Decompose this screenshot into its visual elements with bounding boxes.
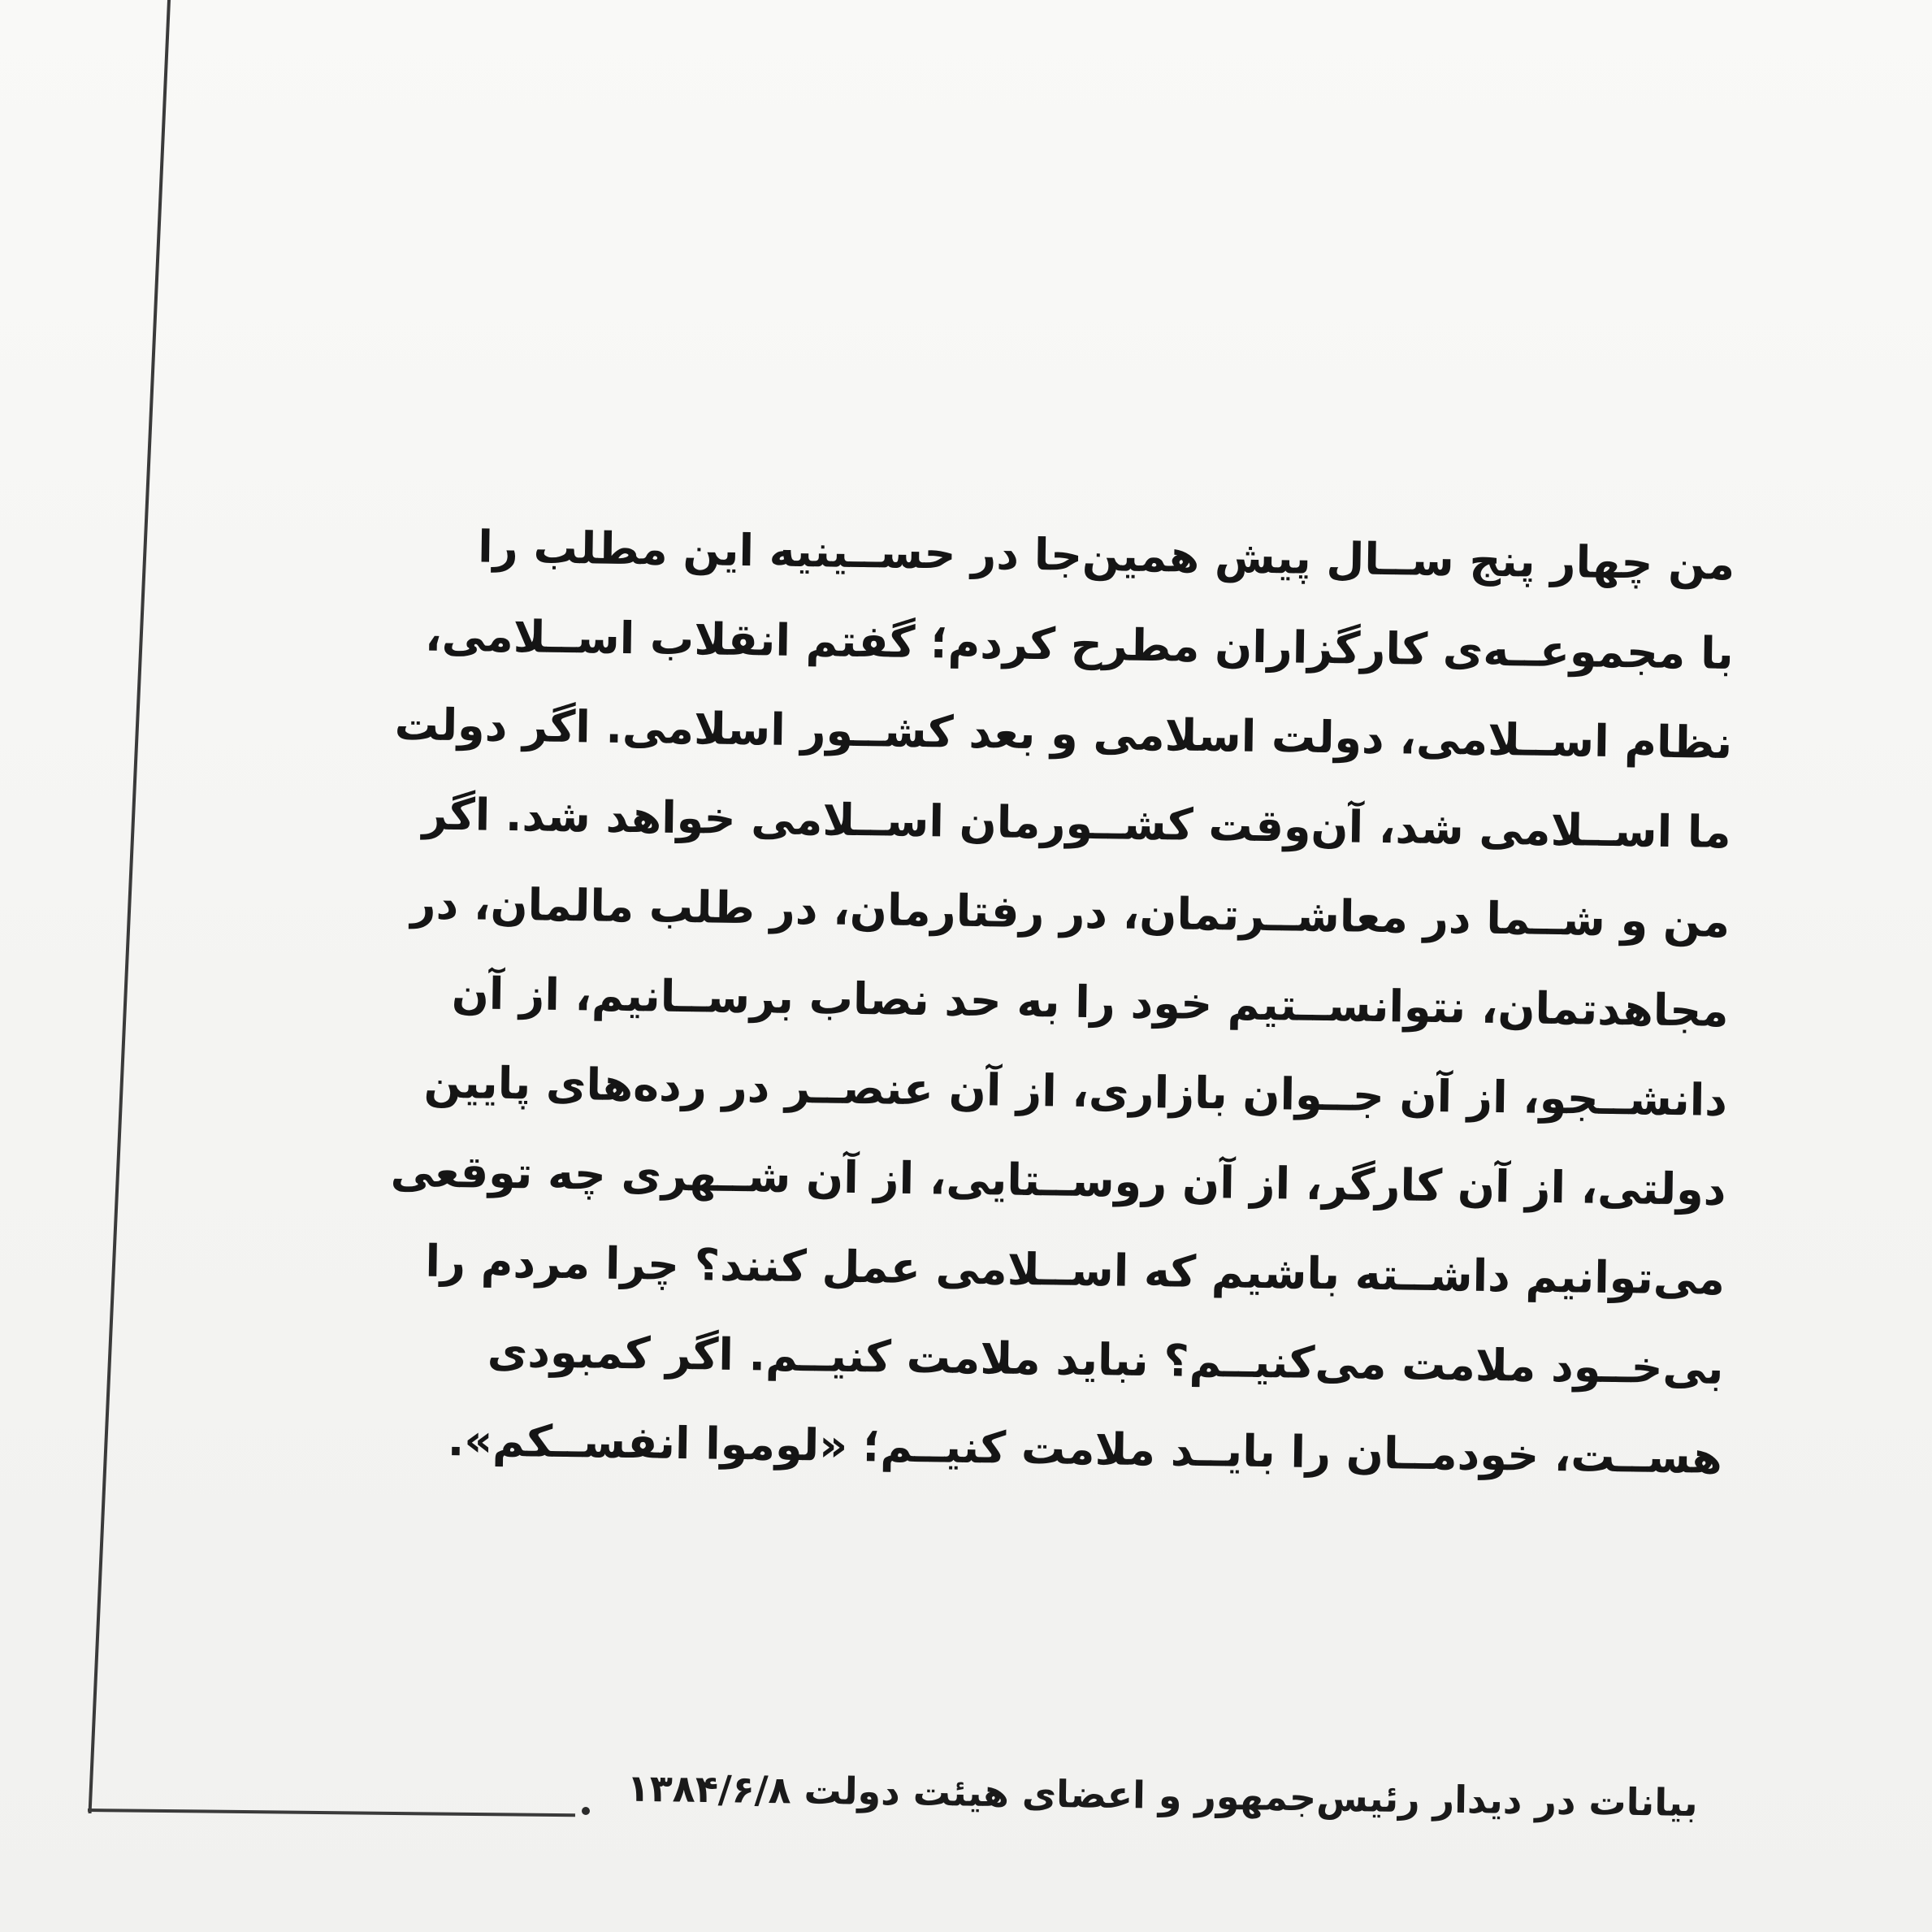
quote-paragraph <box>340 500 1735 1503</box>
paragraph-line: با مجموعــه‌ی کارگزاران مطرح کردم؛ گفتم انقلاب اســلامی، <box>424 609 1735 679</box>
paragraph-line: ما اســلامی شد، آن‌وقت کشــورمان اســلامی خواهد شد. اگر <box>422 788 1732 858</box>
paragraph-line: می‌توانیم داشــته باشیم که اســلامی عمل کنند؟ چرا مردم را <box>425 1235 1726 1305</box>
paragraph-line: مجاهدتمان، نتوانســتیم خود را به حد نصاب برســانیم، از آن <box>451 967 1729 1037</box>
paragraph-line: بی‌خــود ملامت می‌کنیــم؟ نباید ملامت کنیــم. اگر کمبودی <box>487 1325 1724 1394</box>
paragraph-line: من و شــما در معاشــرتمان، در رفتارمان، در طلب مالمان، در <box>410 877 1731 947</box>
paragraph-line: دولتی، از آن کارگر، از آن روســتایی، از آن شــهری چه توقعی <box>390 1145 1726 1215</box>
paragraph-line: هســت، خودمــان را بایــد ملامت کنیــم؛ «لوموا انفســکم». <box>447 1414 1723 1484</box>
page-frame-vertical-rule <box>89 0 171 1813</box>
source-citation: بیانات در دیدار رئیس‌جمهور و اعضای هیئت دولت ۱۳۸۴/۶/۸ <box>626 1765 1698 1825</box>
page-frame-horizontal-rule <box>88 1809 575 1817</box>
paragraph-line: من چهار پنج ســال پیش همین‌جا در حســینیه این مطلب را <box>477 521 1735 590</box>
paragraph-line: نظام اســلامی، دولت اسلامی و بعد کشــور اسلامی. اگر دولت <box>394 698 1733 769</box>
paragraph-line: دانشــجو، از آن جــوان بازاری، از آن عنصــر در رده‌های پایین <box>423 1056 1728 1126</box>
rule-end-dot <box>582 1807 590 1815</box>
